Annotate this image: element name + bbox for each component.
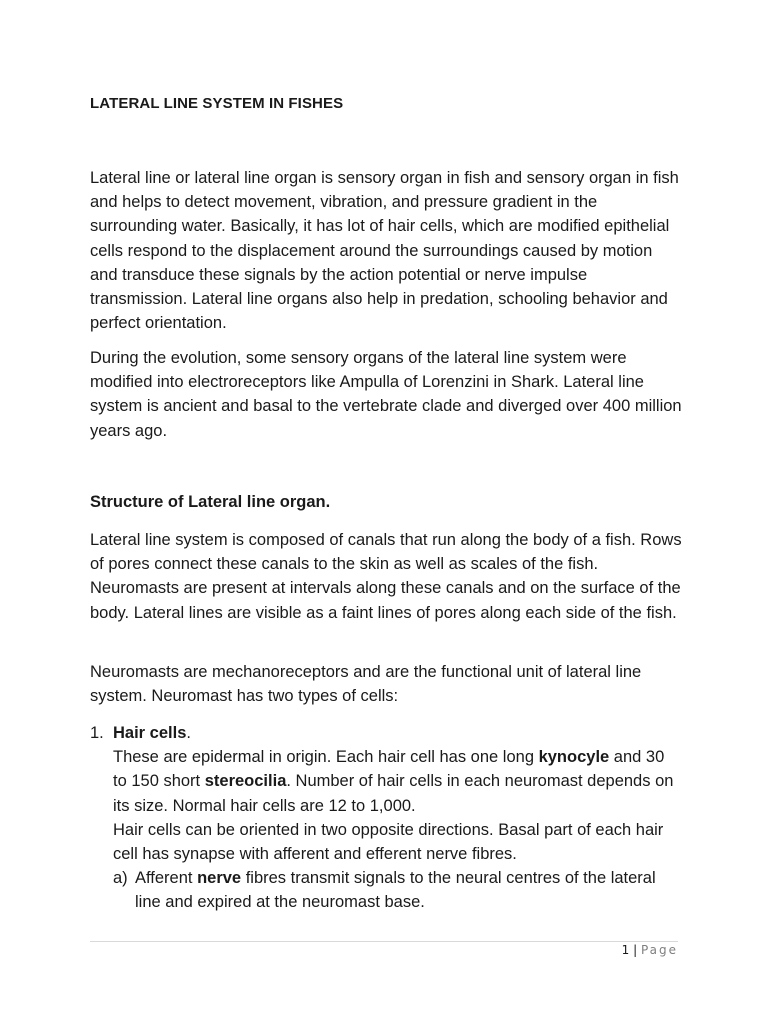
afferent-text-a: Afferent [135, 869, 198, 888]
list-item-heading-suffix: . [186, 724, 191, 742]
page-number: 1 [621, 943, 630, 957]
list-item-heading: Hair cells [113, 724, 187, 742]
cell-types-list [90, 721, 682, 915]
sub-list-item-afferent [113, 866, 682, 914]
page-label: Page [640, 943, 678, 957]
sub-list-item-body [135, 866, 682, 914]
list-item-body [113, 721, 682, 915]
hair-cells-description [113, 745, 682, 818]
structure-paragraph-1: Lateral line system is composed of canals that run along the body of a fish. Rows of pores connect these canals to the skin as well as scales of the fish. Neuromasts are present at intervals along these canals and on the surface of the body. Lateral lines are visible as a faint lines of pores along each side of the fish. [90, 531, 682, 622]
sub-list-item-label: a) [113, 869, 128, 888]
footer-divider [90, 941, 678, 942]
hair-cells-text-b: and 30 to 150 short [113, 748, 665, 791]
list-item-hair-cells [90, 721, 682, 915]
list-item-heading-line [113, 721, 682, 745]
kynocyle-term: kynocyle [538, 748, 610, 767]
stereocilia-term: stereocilia [204, 772, 287, 791]
structure-heading: Structure of Lateral line organ. [90, 493, 331, 511]
hair-cells-orientation: Hair cells can be oriented in two opposite directions. Basal part of each hair cell has synapse with afferent and efferent nerve fibres. [113, 820, 664, 864]
afferent-text-b: fibres transmit signals to the neural centres of the lateral line and expired at the neuromast base. [135, 869, 656, 912]
footer-separator: | [633, 943, 638, 957]
intro-paragraph-2: During the evolution, some sensory organs of the lateral line system were modified into electroreceptors like Ampulla of Lorenzini in Shark. Lateral line system is ancient and basal to the vertebrate clade and diverged over 400 million years ago. [90, 349, 682, 440]
hair-cells-text-a: These are epidermal in origin. Each hair cell has one long [113, 748, 539, 767]
intro-paragraph-1: Lateral line or lateral line organ is sensory organ in fish and sensory organ in fish and helps to detect movement, vibration, and pressure gradient in the surrounding water. Basically, it has lot of hair cells, which are modified epithelial cells respond to the displacement around the surroundings caused by motion and transduce these signals by the action potential or nerve impulse transmission. Lateral line organs also help in predation, schooling behavior and perfect orientation. [90, 169, 679, 333]
list-item-number: 1. [90, 724, 104, 742]
hair-cells-text-c: . Number of hair cells in each neuromast depends on its size. Normal hair cells are 12 to 1,000. [113, 772, 674, 815]
structure-paragraph-2: Neuromasts are mechanoreceptors and are the functional unit of lateral line system. Neuromast has two types of cells: [90, 663, 642, 706]
nerve-term: nerve [197, 869, 242, 888]
page-footer [622, 943, 678, 957]
document-title: LATERAL LINE SYSTEM IN FISHES [90, 95, 344, 112]
